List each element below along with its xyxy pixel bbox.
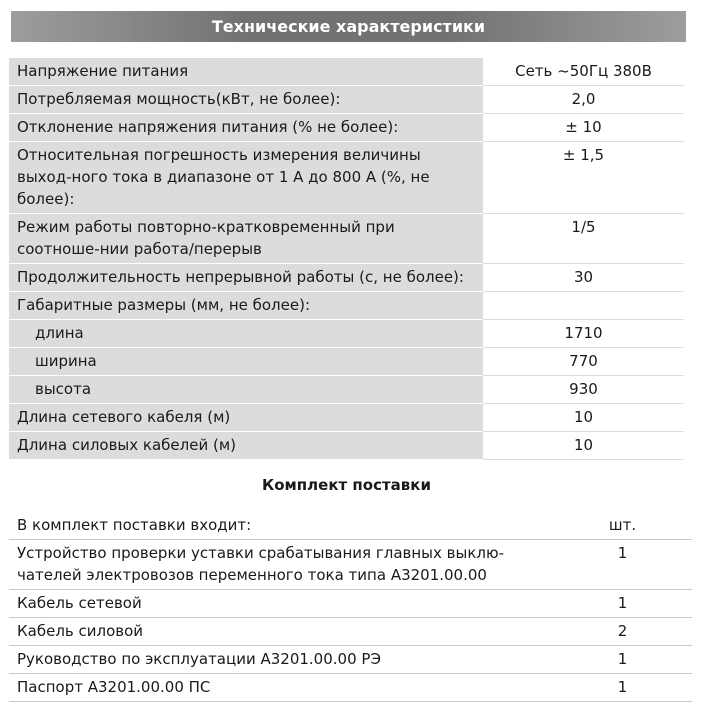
spec-label: высота	[9, 376, 483, 404]
table-row	[9, 86, 684, 114]
spec-value: 770	[483, 348, 684, 376]
spec-label: Потребляемая мощность(кВт, не более):	[9, 86, 483, 114]
kit-item-label: В комплект поставки входит:	[9, 512, 553, 540]
spec-value: 10	[483, 404, 684, 432]
table-row	[9, 404, 684, 432]
kit-item-label: Руководство по эксплуатации А3201.00.00 РЭ	[9, 646, 553, 674]
spec-value: ± 10	[483, 114, 684, 142]
table-row	[9, 590, 692, 618]
spec-value: 10	[483, 432, 684, 460]
kit-table	[9, 512, 692, 702]
table-row	[9, 142, 684, 214]
table-row	[9, 646, 692, 674]
table-row	[9, 512, 692, 540]
table-row	[9, 114, 684, 142]
kit-item-qty: 1	[553, 540, 692, 590]
table-row	[9, 432, 684, 460]
kit-item-label: Устройство проверки уставки срабатывания главных выклю-чателей электровозов переменного тока типа А3201.00.00	[9, 540, 553, 590]
spec-value: 930	[483, 376, 684, 404]
kit-item-label: Кабель сетевой	[9, 590, 553, 618]
kit-item-qty: шт.	[553, 512, 692, 540]
spec-label: ширина	[9, 348, 483, 376]
table-row	[9, 320, 684, 348]
table-row	[9, 58, 684, 86]
spec-label: Напряжение питания	[9, 58, 483, 86]
table-row	[9, 214, 684, 264]
section-title-kit: Комплект поставки	[261, 476, 431, 494]
section-title-specs: Технические характеристики	[11, 11, 686, 42]
spec-value: 2,0	[483, 86, 684, 114]
spec-value: 1710	[483, 320, 684, 348]
table-row	[9, 674, 692, 702]
table-row	[9, 292, 684, 320]
spec-label: Продолжительность непрерывной работы (с, не более):	[9, 264, 483, 292]
spec-label: Длина силовых кабелей (м)	[9, 432, 483, 460]
table-row	[9, 348, 684, 376]
kit-item-qty: 1	[553, 646, 692, 674]
spec-value: 30	[483, 264, 684, 292]
spec-value: 1/5	[483, 214, 684, 264]
spec-value: Сеть ~50Гц 380В	[483, 58, 684, 86]
table-row	[9, 540, 692, 590]
spec-value: ± 1,5	[483, 142, 684, 214]
spec-label: длина	[9, 320, 483, 348]
spec-value	[483, 292, 684, 320]
specs-table	[9, 58, 684, 460]
kit-item-qty: 1	[553, 674, 692, 702]
table-row	[9, 376, 684, 404]
kit-item-qty: 2	[553, 618, 692, 646]
spec-label: Относительная погрешность измерения величины выход-ного тока в диапазоне от 1 А до 800 А (%, не более):	[9, 142, 483, 214]
kit-item-label: Кабель силовой	[9, 618, 553, 646]
kit-item-qty: 1	[553, 590, 692, 618]
spec-label: Длина сетевого кабеля (м)	[9, 404, 483, 432]
spec-label: Режим работы повторно-кратковременный при соотноше-нии работа/перерыв	[9, 214, 483, 264]
spec-label: Отклонение напряжения питания (% не более):	[9, 114, 483, 142]
kit-item-label: Паспорт А3201.00.00 ПС	[9, 674, 553, 702]
table-row	[9, 618, 692, 646]
spec-label: Габаритные размеры (мм, не более):	[9, 292, 483, 320]
table-row	[9, 264, 684, 292]
